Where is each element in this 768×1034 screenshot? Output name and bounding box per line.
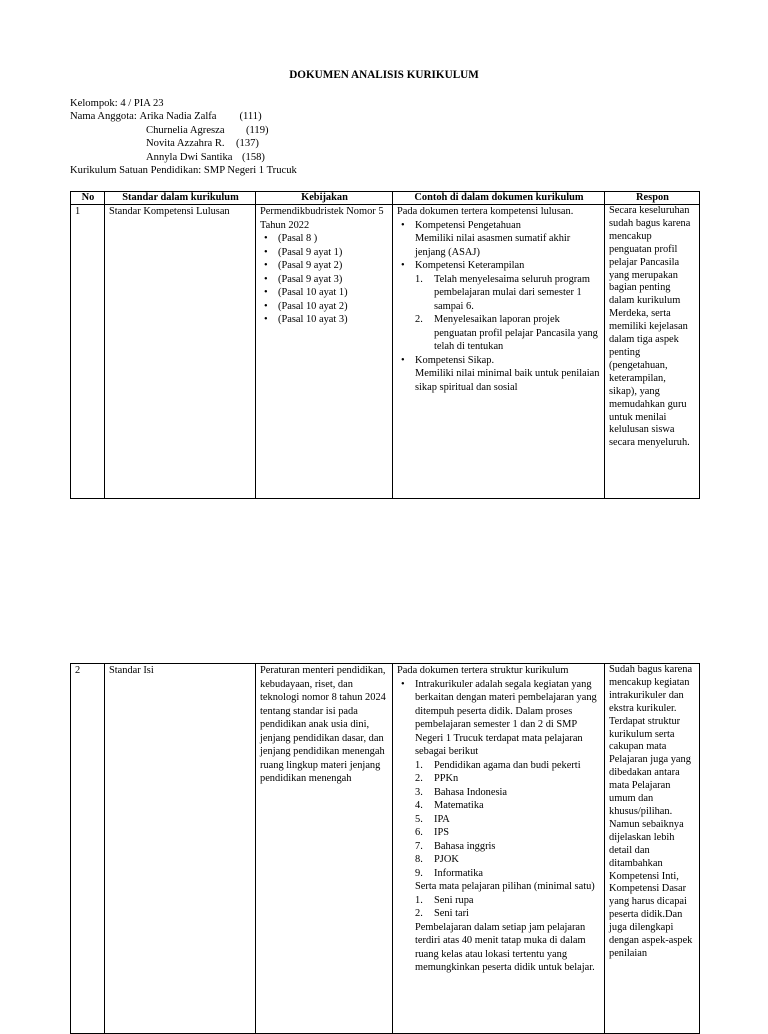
- kompetensi-list: [397, 354, 601, 368]
- list-item: • (Pasal 9 ayat 2): [264, 260, 343, 271]
- mapel-list: [397, 759, 601, 881]
- table-row: [71, 664, 700, 1034]
- header-respon: Respon: [605, 192, 700, 205]
- table-row: [71, 205, 700, 499]
- list-item: 6. IPS: [415, 827, 450, 838]
- member-name: Novita Azzahra R.: [146, 138, 225, 150]
- kompetensi-text: Memiliki nilai asasmen sumatif akhir jenjang (ASAJ): [415, 233, 571, 258]
- kelompok-line: Kelompok: 4 / PIA 23: [70, 98, 164, 109]
- table-header-row: [71, 192, 700, 205]
- nama-anggota-label: Nama Anggota:: [70, 111, 140, 123]
- cell-kebijakan: Peraturan menteri pendidikan, kebudayaan, riset, dan teknologi nomor 8 tahun 2024 tentang standar isi pada pendidikan anak usia dini, jenjang pendidikan dasar, dan jenjang pendidikan menengah ruang lingkup materi jenjang pendidikan menengah: [256, 664, 393, 1034]
- list-item: 2. Menyelesaikan laporan projek penguatan profil pelajar Pancasila yang telah di tentukan: [415, 314, 598, 352]
- cell-standar: Standar Isi: [105, 664, 256, 1034]
- list-item: 4. Matematika: [415, 800, 484, 811]
- analysis-table-part-1: [70, 191, 700, 499]
- list-item: • Kompetensi Pengetahuan: [401, 219, 521, 231]
- kurikulum-line: Kurikulum Satuan Pendidikan: SMP Negeri 1 Trucuk: [70, 164, 297, 176]
- list-item: • Kompetensi Sikap.: [401, 354, 495, 366]
- kompetensi-list: [397, 219, 601, 233]
- cell-respon: Secara keseluruhan sudah bagus karena mencakup penguatan profil pelajar Pancasila yang merupakan bagian penting dalam kurikulum Merdeka, serta memiliki kejelasan dalam tiga aspek penting (pengetahuan, keterampilan, sikap), yang memudahkan guru untuk menilai kelulusan siswa secara menyeluruh.: [605, 205, 700, 499]
- list-item: • (Pasal 10 ayat 2): [264, 300, 348, 312]
- document-title: DOKUMEN ANALISIS KURIKULUM: [289, 69, 479, 81]
- list-item: • (Pasal 9 ayat 1): [264, 246, 343, 258]
- cell-kebijakan: [256, 205, 393, 499]
- list-item: 7. Bahasa inggris: [415, 840, 496, 852]
- pasal-list: [260, 232, 389, 327]
- cell-respon: Sudah bagus karena mencakup kegiatan intrakurikuler dan ekstra kurikuler. Terdapat struktur kurikulum serta cakupan mata Pelajaran juga yang dibedakan antara mata Pelajaran umum dan khusus/pilihan. Namun sebaiknya dijelaskan lebih detail dan ditambahkan Kompetensi Inti, Kompetensi Dasar yang harus dicapai peserta didik.Dan juga dilengkapi dengan aspek-aspek penilaian: [605, 664, 700, 1034]
- list-item: • (Pasal 9 ayat 3): [264, 273, 343, 285]
- contoh-intro: Pada dokumen tertera struktur kurikulum: [397, 665, 569, 676]
- keterampilan-list: [397, 273, 601, 354]
- member-name: Arika Nadia Zalfa: [139, 111, 217, 123]
- member-number: (137): [236, 138, 259, 150]
- member-number: (111): [239, 111, 262, 123]
- kebijakan-intro: Permendikbudristek Nomor 5 Tahun 2022: [260, 206, 384, 231]
- pilihan-list: [397, 894, 601, 921]
- member-line: [70, 124, 297, 137]
- analysis-table-part-2: [70, 663, 700, 1034]
- list-item: • (Pasal 8 ): [264, 233, 318, 244]
- list-item: • Kompetensi Keterampilan: [401, 260, 525, 271]
- member-name: Annyla Dwi Santika: [146, 151, 233, 163]
- kompetensi-text: Memiliki nilai minimal baik untuk penilaian sikap spiritual dan sosial: [415, 368, 600, 393]
- list-item: 5. IPA: [415, 813, 450, 825]
- header-kebijakan: Kebijakan: [256, 192, 393, 205]
- list-item: 1. Telah menyelesaima seluruh program pembelajaran mulai dari semester 1 sampai 6.: [415, 273, 590, 312]
- pilihan-text: Serta mata pelajaran pilihan (minimal satu): [415, 881, 595, 892]
- list-item: 2. Seni tari: [415, 908, 469, 919]
- cell-contoh: [393, 205, 605, 499]
- member-line: [70, 151, 297, 164]
- jam-pelajaran-text: Pembelajaran dalam setiap jam pelajaran terdiri atas 40 menit tatap muka di dalam ruang kelas atau lokasi tertentu yang memungkinkan peserta didik untuk belajar.: [415, 921, 595, 973]
- header-contoh: Contoh di dalam dokumen kurikulum: [393, 192, 605, 205]
- list-item: • (Pasal 10 ayat 1): [264, 287, 348, 298]
- document-meta: [70, 97, 297, 177]
- member-line: [70, 137, 297, 150]
- cell-contoh: [393, 664, 605, 1034]
- cell-no: 1: [71, 205, 105, 499]
- list-item: 1. Pendidikan agama dan budi pekerti: [415, 759, 581, 771]
- member-name: Churnelia Agresza: [146, 124, 225, 136]
- header-no: No: [71, 192, 105, 205]
- member-number: (119): [246, 124, 269, 136]
- contoh-intro: Pada dokumen tertera kompetensi lulusan.: [397, 206, 574, 217]
- list-item: 2. PPKn: [415, 773, 459, 784]
- list-item: 8. PJOK: [415, 854, 459, 865]
- kompetensi-list: [397, 259, 601, 273]
- cell-no: 2: [71, 664, 105, 1034]
- list-item: 9. Informatika: [415, 867, 484, 879]
- list-item: 3. Bahasa Indonesia: [415, 786, 507, 798]
- header-standar: Standar dalam kurikulum: [105, 192, 256, 205]
- cell-standar: Standar Kompetensi Lulusan: [105, 205, 256, 499]
- list-item: • (Pasal 10 ayat 3): [264, 314, 348, 325]
- struktur-list: [397, 678, 601, 759]
- member-number: (158): [242, 151, 265, 163]
- list-item: • Intrakurikuler adalah segala kegiatan yang berkaitan dengan materi pembelajaran yang ditempuh peserta didik. Dalam proses pembelajaran semester 1 dan 2 di SMP Negeri 1 Trucuk terdapat mata pelajaran sebagai berikut: [401, 678, 597, 757]
- member-line: [70, 110, 297, 123]
- list-item: 1. Seni rupa: [415, 894, 474, 906]
